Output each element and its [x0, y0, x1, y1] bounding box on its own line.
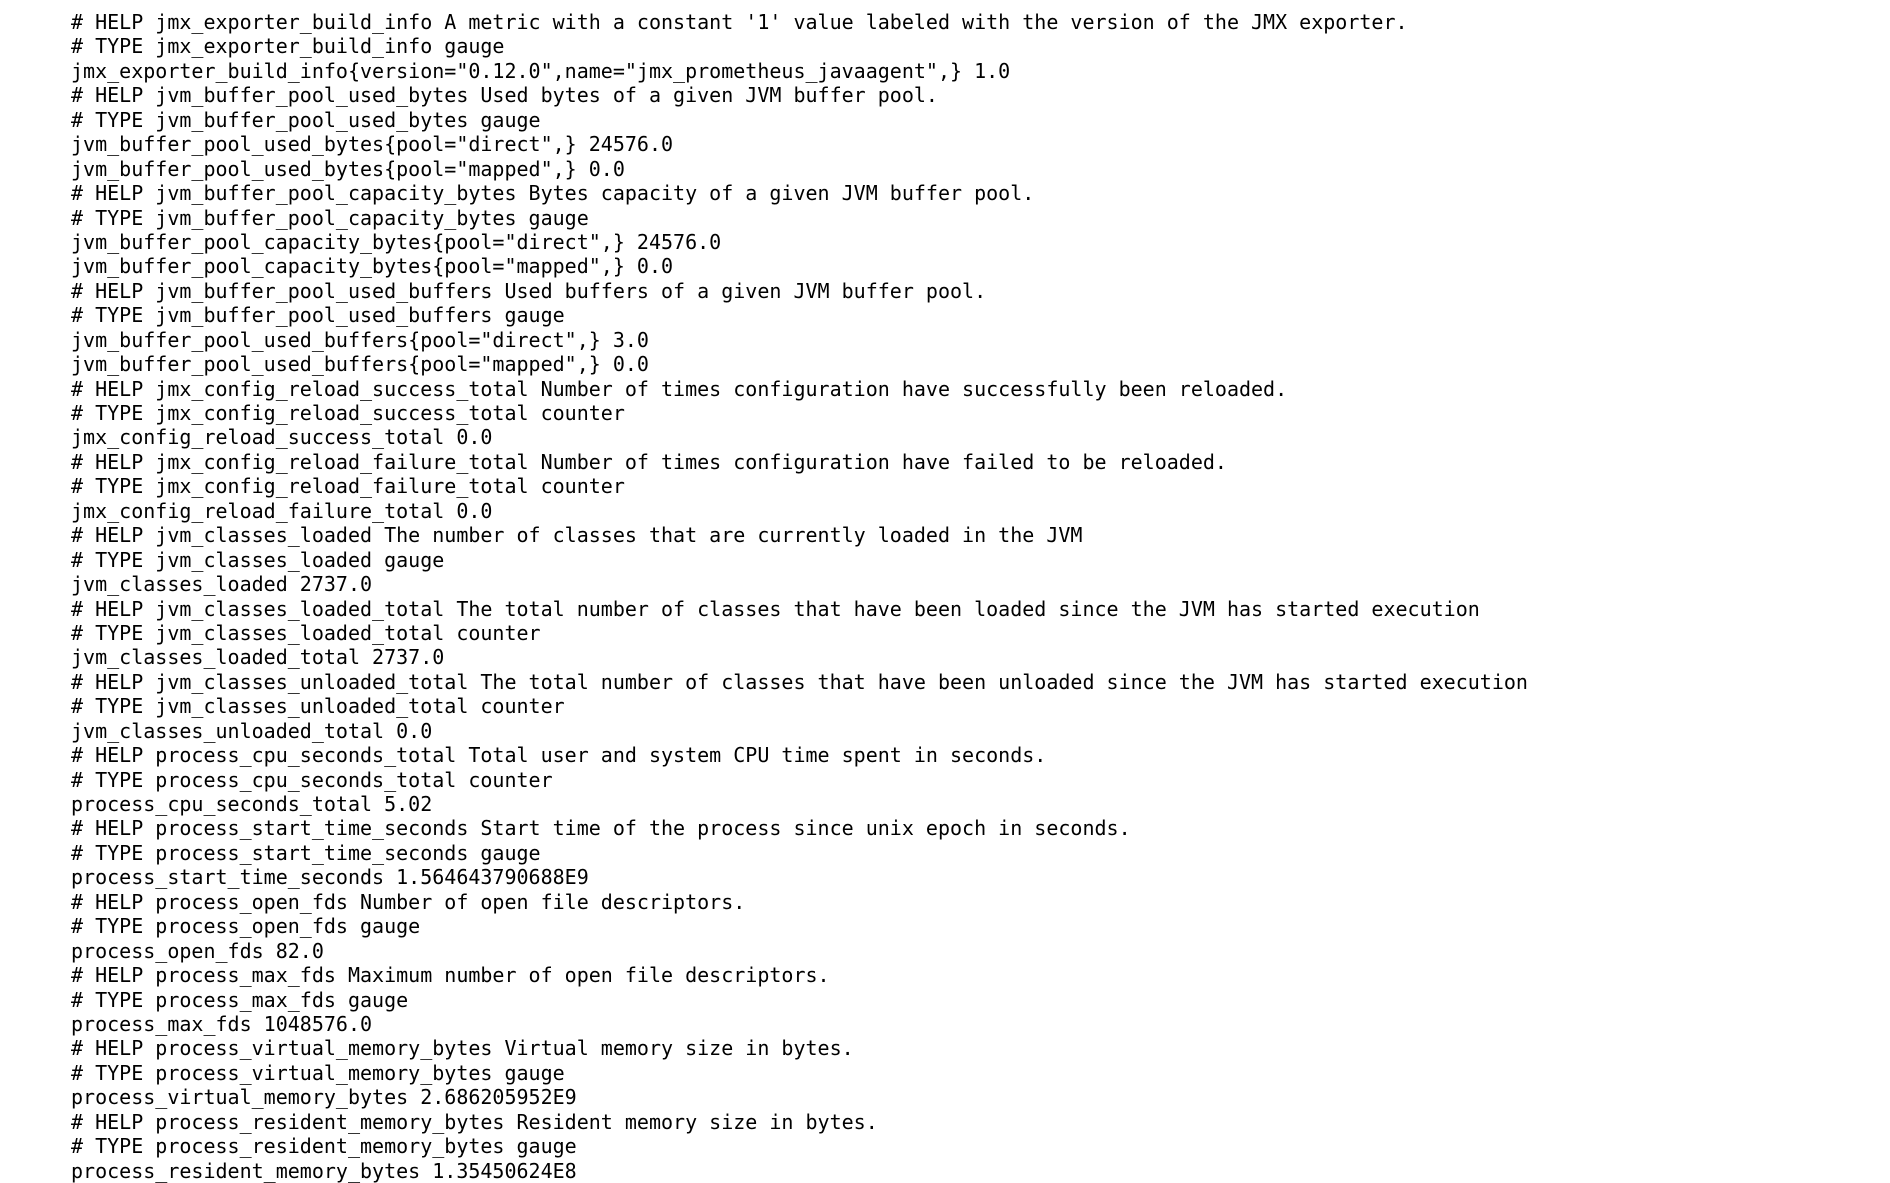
metric-line: jvm_buffer_pool_used_buffers{pool="mapped",} 0.0 [71, 352, 649, 377]
metric-line: jvm_buffer_pool_used_bytes{pool="direct",} 24576.0 [71, 132, 674, 157]
metrics-text-content [71, 10, 1528, 1183]
metric-line: jvm_classes_loaded 2737.0 [71, 572, 373, 597]
metric-line: # HELP jvm_classes_loaded_total The total number of classes that have been loaded since the JVM has started execution [71, 596, 1480, 621]
metric-line: # TYPE jmx_config_reload_failure_total counter [71, 474, 625, 499]
metric-line: # HELP process_open_fds Number of open file descriptors. [71, 889, 746, 914]
metric-line: # HELP jvm_buffer_pool_capacity_bytes Bytes capacity of a given JVM buffer pool. [71, 181, 1035, 206]
metric-line: # TYPE jmx_config_reload_success_total counter [71, 401, 625, 425]
metric-line: # TYPE process_max_fds gauge [71, 987, 409, 1012]
metric-line: jvm_buffer_pool_capacity_bytes{pool="mapped",} 0.0 [71, 254, 674, 279]
metric-line: jvm_buffer_pool_used_bytes{pool="mapped",} 0.0 [71, 156, 625, 181]
metric-line: process_virtual_memory_bytes 2.686205952E9 [71, 1085, 577, 1110]
metric-line: process_open_fds 82.0 [71, 938, 324, 963]
metric-line: jmx_config_reload_success_total 0.0 [71, 425, 493, 450]
metric-line: jvm_classes_loaded_total 2737.0 [71, 645, 445, 670]
metric-line: # TYPE jvm_classes_loaded gauge [71, 547, 445, 572]
metric-line: # HELP jmx_config_reload_failure_total Number of times configuration have failed to be reloaded. [71, 449, 1227, 474]
metric-line: process_max_fds 1048576.0 [71, 1011, 373, 1036]
metric-line: # HELP process_start_time_seconds Start time of the process since unix epoch in seconds. [71, 816, 1131, 841]
metric-line: # HELP process_cpu_seconds_total Total user and system CPU time spent in seconds. [71, 743, 1047, 768]
metric-line: # HELP jvm_buffer_pool_used_bytes Used bytes of a given JVM buffer pool. [71, 83, 938, 108]
metric-line: # TYPE jvm_classes_unloaded_total counter [71, 694, 565, 719]
metric-line: # HELP jvm_classes_unloaded_total The total number of classes that have been unloaded since the JVM has started execution [71, 669, 1528, 694]
metric-line: process_resident_memory_bytes 1.35450624E8 [71, 1158, 577, 1183]
metric-line: jvm_classes_unloaded_total 0.0 [71, 718, 433, 743]
metric-line: # TYPE process_virtual_memory_bytes gauge [71, 1060, 565, 1085]
metric-line: jmx_exporter_build_info{version="0.12.0",name="jmx_prometheus_javaagent",} 1.0 [71, 58, 1011, 83]
metric-line: process_start_time_seconds 1.564643790688E9 [71, 865, 589, 890]
metric-line: # TYPE process_open_fds gauge [71, 914, 421, 939]
metric-line: # HELP process_resident_memory_bytes Resident memory size in bytes. [71, 1109, 878, 1134]
metric-line: # TYPE jmx_exporter_build_info gauge [71, 34, 505, 59]
metric-line: # TYPE jvm_buffer_pool_used_buffers gauge [71, 303, 565, 328]
metric-line: # TYPE process_resident_memory_bytes gauge [71, 1134, 577, 1159]
metric-line: # HELP process_virtual_memory_bytes Virtual memory size in bytes. [71, 1036, 854, 1061]
metric-line: # TYPE process_start_time_seconds gauge [71, 840, 541, 865]
metric-line: # HELP jmx_exporter_build_info A metric with a constant '1' value labeled with the version of the JMX exporter. [71, 10, 1408, 34]
metric-line: # TYPE jvm_classes_loaded_total counter [71, 620, 541, 645]
metric-line: # TYPE jvm_buffer_pool_used_bytes gauge [71, 107, 541, 132]
metric-line: # HELP jvm_buffer_pool_used_buffers Used buffers of a given JVM buffer pool. [71, 278, 987, 303]
metric-line: # TYPE jvm_buffer_pool_capacity_bytes gauge [71, 205, 589, 230]
metric-line: # TYPE process_cpu_seconds_total counter [71, 767, 553, 792]
metric-line: jvm_buffer_pool_capacity_bytes{pool="direct",} 24576.0 [71, 229, 722, 254]
metric-line: jvm_buffer_pool_used_buffers{pool="direct",} 3.0 [71, 327, 649, 352]
metric-line: # HELP process_max_fds Maximum number of open file descriptors. [71, 963, 830, 988]
metric-line: # HELP jmx_config_reload_success_total Number of times configuration have successfully been reloaded. [71, 376, 1288, 401]
metric-line: process_cpu_seconds_total 5.02 [71, 792, 433, 816]
metric-line: # HELP jvm_classes_loaded The number of classes that are currently loaded in the JVM [71, 523, 1083, 548]
metric-line: jmx_config_reload_failure_total 0.0 [71, 498, 493, 523]
